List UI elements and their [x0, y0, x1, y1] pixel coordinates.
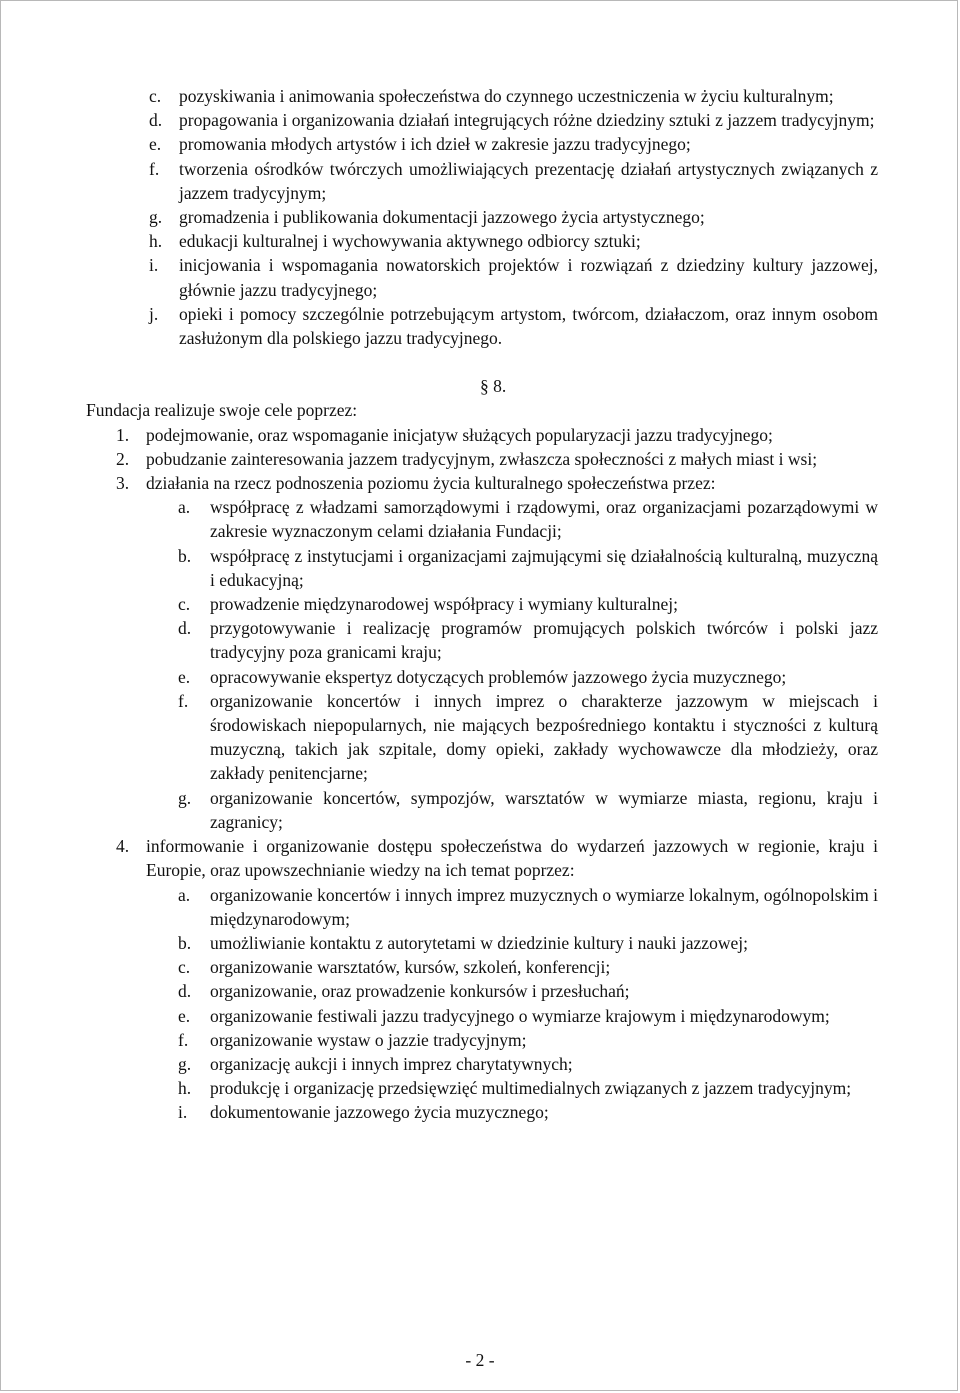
- list-item-text: edukacji kulturalnej i wychowywania aktywnego odbiorcy sztuki;: [179, 231, 641, 252]
- list-item-text: organizowanie koncertów, sympozjów, warsztatów w wymiarze miasta, regionu, kraju i zagranicy;: [210, 787, 878, 832]
- list-item-text: dokumentowanie jazzowego życia muzycznego;: [210, 1102, 549, 1123]
- list-item-text: współpracę z władzami samorządowymi i rządowymi, oraz organizacjami pozarządowymi w zakresie wyznaczonym celami działania Fundacji;: [210, 497, 878, 542]
- list-item-text: przygotowywanie i realizację programów promujących polskich twórców i polski jazz tradycyjny poza granicami kraju;: [210, 618, 878, 663]
- list-marker: f.: [178, 690, 189, 711]
- list-item-text: prowadzenie międzynarodowej współpracy i wymiany kulturalnej;: [210, 594, 678, 615]
- list-item: [86, 786, 878, 834]
- list-item: [86, 253, 878, 301]
- list-marker: g.: [149, 207, 163, 228]
- list-item: [86, 1028, 878, 1052]
- list-item-text: opieki i pomocy szczególnie potrzebującym artystom, twórcom, działaczom, oraz innym osobom zasłużonym dla polskiego jazzu tradycyjnego.: [179, 303, 878, 349]
- list-item-text: organizowanie, oraz prowadzenie konkursów i przesłuchań;: [210, 981, 630, 1002]
- list-item-text: informowanie i organizowanie dostępu społeczeństwa do wydarzeń jazzowych w regionie, kraju i Europie, oraz upowszechnianie wiedzy na ich temat poprzez:: [146, 836, 878, 881]
- list-item: [86, 616, 878, 664]
- list-marker: h.: [178, 1078, 192, 1099]
- list-item: [86, 834, 878, 882]
- list-marker: b.: [178, 545, 192, 566]
- list-item-text: tworzenia ośrodków twórczych umożliwiających prezentację działań artystycznych związanych z jazzem tradycyjnym;: [179, 158, 878, 203]
- list-item-text: współpracę z instytucjami i organizacjami zajmującymi się działalnością kulturalną, muzyczną i edukacyjną;: [210, 545, 878, 590]
- list-marker: i.: [149, 255, 159, 276]
- list-item-text: opracowywanie ekspertyz dotyczących problemów jazzowego życia muzycznego;: [210, 666, 787, 687]
- list-item: [86, 495, 878, 543]
- list-marker: c.: [178, 594, 191, 615]
- list-item: [86, 205, 878, 229]
- list-marker: h.: [149, 231, 163, 252]
- list-item-text: organizowanie wystaw o jazzie tradycyjnym;: [210, 1029, 527, 1050]
- list-marker: g.: [178, 1053, 192, 1074]
- list-item-text: gromadzenia i publikowania dokumentacji jazzowego życia artystycznego;: [179, 207, 705, 228]
- list-item: [86, 108, 878, 132]
- list-item-text: podejmowanie, oraz wspomaganie inicjatyw służących popularyzacji jazzu tradycyjnego;: [146, 424, 773, 445]
- sub-list: [86, 883, 878, 1125]
- list-item: [86, 883, 878, 931]
- list-item: [86, 447, 878, 471]
- list-marker: a.: [178, 497, 191, 518]
- section-intro: Fundacja realizuje swoje cele poprzez:: [86, 400, 358, 421]
- list-item: [86, 1100, 878, 1124]
- list-item-text: umożliwianie kontaktu z autorytetami w dziedzinie kultury i nauki jazzowej;: [210, 932, 748, 953]
- list-item: [86, 544, 878, 592]
- list-marker: f.: [178, 1029, 189, 1050]
- list-item: [86, 689, 878, 786]
- list-marker: e.: [149, 134, 162, 155]
- list-item-text: organizowanie koncertów i innych imprez o charakterze jazzowym w miejscach i środowiskach niepopularnych, nie mających bezpośredniego kontaktu i styczności z kulturą muzyczną, takich jak szpitale, domy opieki, zakłady wychowawcze dla młodzieży, oraz zakłady penitencjarne;: [210, 690, 878, 784]
- list-item: [86, 1004, 878, 1028]
- list-marker: d.: [149, 110, 163, 131]
- list-marker: d.: [178, 981, 192, 1002]
- list-item: [86, 1076, 878, 1100]
- list-marker: d.: [178, 618, 192, 639]
- list-item: [86, 955, 878, 979]
- list-item-text: działania na rzecz podnoszenia poziomu życia kulturalnego społeczeństwa przez:: [146, 473, 716, 494]
- list-item-text: organizowanie festiwali jazzu tradycyjnego o wymiarze krajowym i międzynarodowym;: [210, 1005, 830, 1026]
- list-item: [86, 931, 878, 955]
- page-content: [86, 84, 878, 1125]
- list-marker: 1.: [116, 424, 130, 445]
- list-item: [86, 157, 878, 205]
- list-item-text: organizowanie koncertów i innych imprez muzycznych o wymiarze lokalnym, ogólnopolskim i międzynarodowym;: [210, 884, 878, 929]
- list-item: [86, 665, 878, 689]
- list-marker: c.: [149, 86, 162, 106]
- list-item: [86, 1052, 878, 1076]
- list-marker: i.: [178, 1102, 188, 1123]
- page-number: - 2 -: [465, 1350, 495, 1370]
- section-number: § 8.: [480, 376, 507, 397]
- list-marker: 3.: [116, 473, 130, 494]
- list-marker: b.: [178, 932, 192, 953]
- list-marker: 4.: [116, 836, 130, 857]
- list-item-text: promowania młodych artystów i ich dzieł w zakresie jazzu tradycyjnego;: [179, 134, 691, 155]
- list-item-text: inicjowania i wspomagania nowatorskich projektów i rozwiązań z dziedziny kultury jazzowej, głównie jazzu tradycyjnego;: [179, 255, 878, 300]
- list-marker: f.: [149, 158, 160, 179]
- list-item: [86, 592, 878, 616]
- list-item: [86, 132, 878, 156]
- list-item-text: produkcję i organizację przedsięwzięć multimedialnych związanych z jazzem tradycyjnym;: [210, 1078, 852, 1099]
- list-item-text: pozyskiwania i animowania społeczeństwa do czynnego uczestniczenia w życiu kulturalnym;: [179, 86, 834, 106]
- list-marker: g.: [178, 787, 192, 808]
- list-item: [86, 302, 878, 350]
- list-marker: e.: [178, 1005, 191, 1026]
- numbered-list: [86, 423, 878, 1125]
- list-item: [86, 471, 878, 495]
- list-item-text: organizowanie warsztatów, kursów, szkoleń, konferencji;: [210, 957, 611, 978]
- list-item: [86, 84, 878, 108]
- list-item-text: propagowania i organizowania działań integrujących różne dziedziny sztuki z jazzem tradycyjnym;: [179, 110, 875, 131]
- top-list: [86, 84, 878, 350]
- list-item-text: organizację aukcji i innych imprez charytatywnych;: [210, 1053, 573, 1074]
- list-item: [86, 423, 878, 447]
- list-marker: j.: [149, 303, 159, 324]
- list-marker: e.: [178, 666, 191, 687]
- list-marker: c.: [178, 957, 191, 978]
- sub-list: [86, 495, 878, 834]
- list-item-text: pobudzanie zainteresowania jazzem tradycyjnym, zwłaszcza społeczności z małych miast i wsi;: [146, 448, 818, 469]
- list-item: [86, 229, 878, 253]
- list-item: [86, 979, 878, 1003]
- list-marker: 2.: [116, 448, 130, 469]
- list-marker: a.: [178, 884, 191, 905]
